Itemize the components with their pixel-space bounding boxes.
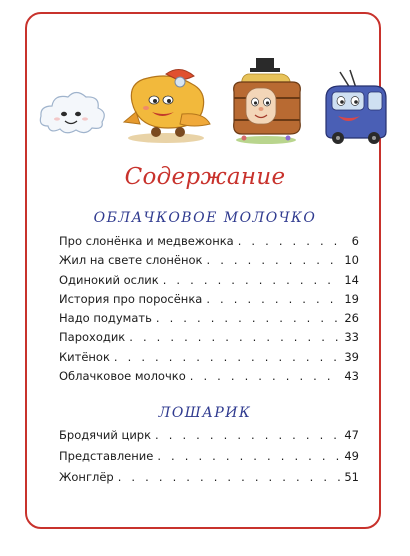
toc-leader-dots [118,470,341,484]
toc-entry-page: 39 [344,349,359,364]
toc-entry-title: Пароходик [59,330,126,345]
barrel-character-icon [230,58,306,144]
toc-entry-page: 6 [351,234,359,248]
toc-leader-dots [163,273,341,287]
smiling-cloud-icon [38,88,108,138]
toc-entry-title: История про поросёнка [59,291,203,306]
toc-entry-title: Одинокий ослик [59,272,159,287]
smiling-airplane-icon [122,62,214,144]
toc-entry-title: Бродячий цирк [59,428,152,442]
section-title-oblachkovoe-molochko: ОБЛАЧКОВОЕ МОЛОЧКО [93,210,317,226]
toc-entry-page: 47 [344,428,359,442]
toc-entry[interactable] [59,350,359,369]
toc-entry-page: 51 [344,470,359,484]
toc-entry[interactable] [59,449,359,470]
toc-entry-page: 43 [344,369,359,384]
page-title: Содержание [124,164,286,190]
toc-entry[interactable] [59,311,359,330]
toc-leader-dots [129,330,340,344]
toc-list-section-2 [59,428,359,491]
toc-leader-dots [157,449,340,463]
toc-entry[interactable] [59,253,359,272]
toc-entry-page: 10 [344,253,359,268]
toc-entry-title: Про слонёнка и медвежонка [59,234,234,248]
toc-entry-title: Надо подумать [59,311,152,326]
toc-entry-page: 26 [344,311,359,326]
toc-list-section-1 [59,234,359,388]
toc-entry[interactable] [59,330,359,349]
toc-entry-title: Жонглёр [59,470,114,484]
toc-entry-title: Жил на свете слонёнок [59,253,203,268]
toc-entry-page: 49 [344,449,359,463]
toc-entry[interactable] [59,234,359,253]
toc-entry-page: 33 [344,330,359,345]
toc-entry-title: Китёнок [59,349,110,364]
smiling-trolleybus-icon [320,70,392,146]
toc-entry-title: Представление [59,449,154,463]
toc-entry[interactable] [59,369,359,388]
toc-leader-dots [155,428,340,442]
toc-entry-page: 14 [344,272,359,287]
toc-leader-dots [190,369,341,383]
toc-leader-dots [156,311,341,325]
toc-entry[interactable] [59,470,359,491]
toc-leader-dots [207,253,341,267]
toc-leader-dots [206,292,340,306]
section-title-losharik: ЛОШАРИК [158,405,252,421]
toc-entry[interactable] [59,292,359,311]
toc-leader-dots [114,350,340,364]
toc-leader-dots [238,234,341,248]
toc-entry[interactable] [59,428,359,449]
toc-entry-title: Облачковое молочко [59,369,186,384]
header-illustrations [28,58,388,148]
toc-entry[interactable] [59,273,359,292]
toc-entry-page: 19 [344,291,359,306]
